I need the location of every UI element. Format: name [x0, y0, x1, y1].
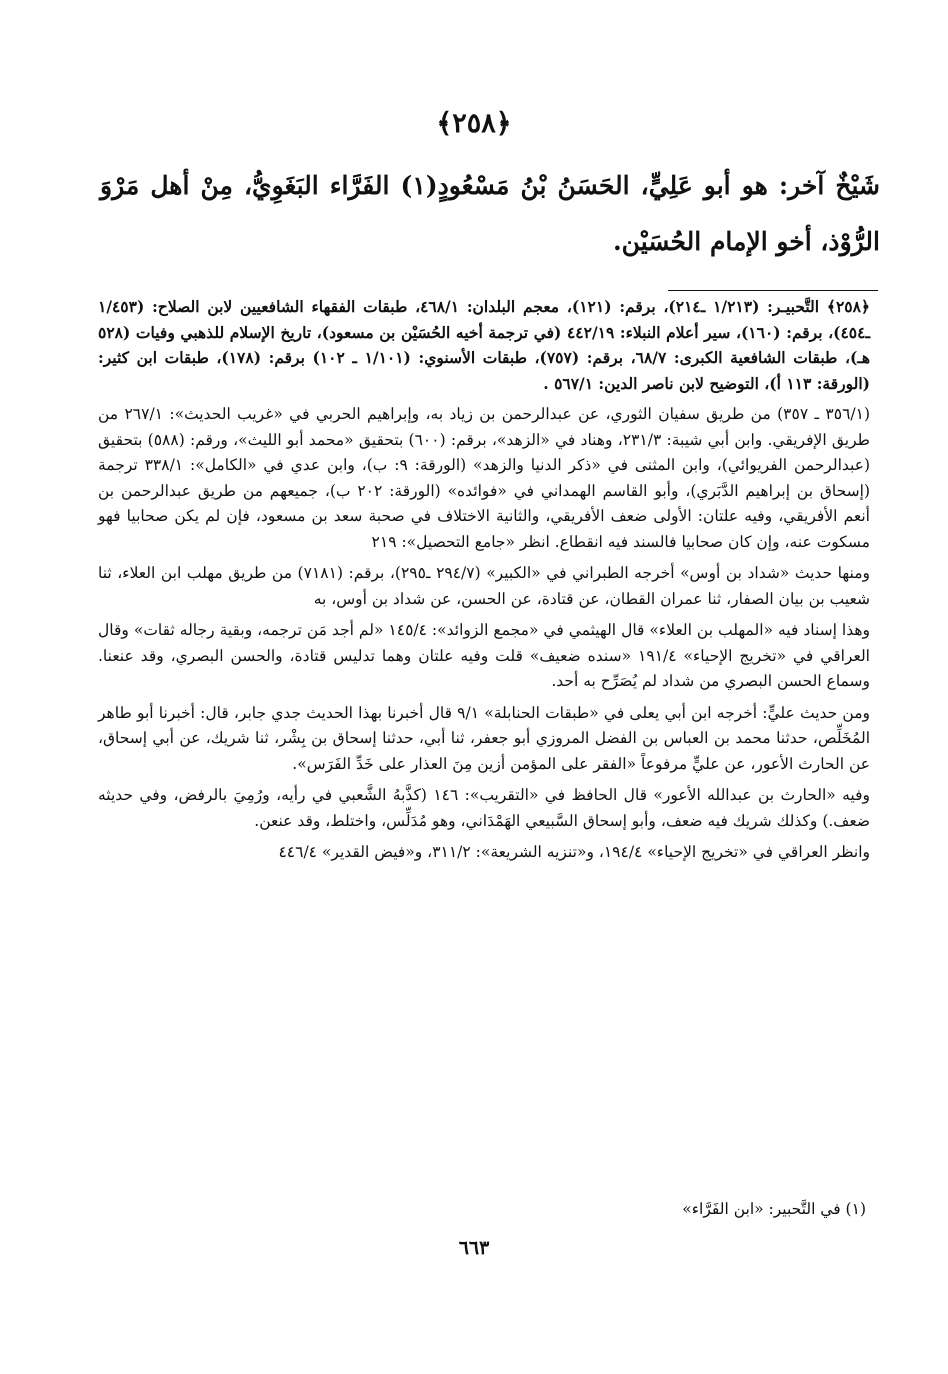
note-paragraph-ali-hadith: ومن حديث عليٍّ: أخرجه ابن أبي يعلى في «طبقات الحنابلة» ٩/١ قال أخبرنا بهذا الحديث جدي جابر، قال: أخبرنا أبو طاهر المُخَلِّص، حدثنا محمد بن العباس بن الفضل المروزي أبو جعفر، ثنا أبي، حدثنا إسحاق بن بِشْر، ثنا شريك، عن أبي إسحاق، عن الحارث الأعور، عن عليٍّ مرفوعاً «الفقر على المؤمن أزين مِنَ العذار على خَدِّ الفَرَس».: [98, 703, 870, 773]
entry-number: ﴿٢٥٨﴾: [436, 108, 512, 139]
note-paragraph-harith-criticism: وفيه «الحارث بن عبدالله الأعور» قال الحافظ في «التقريب»: ١٤٦ (كذَّبهُ الشَّعبي في رأيه، ورُمِيَ بالرفض، وفي حديثه ضعف.) وكذلك شريك فيه ضعف، وأبو إسحاق السَّبيعي الهَمْدَاني، وهو مُدَلِّس، واختلط، وقد عنعن.: [98, 786, 870, 830]
note-paragraph-sources: ﴿٢٥٨﴾ التَّحبيـر: (١/٢١٣ ـ٢١٤)، برقم: (١٢١)، معجم البلدان: ٤٦٨/١، طبقات الفقهاء الشافعيين لابن الصلاح: (١/٤٥٣ ـ٤٥٤)، برقم: (١٦٠)، سير أعلام النبلاء: ٤٤٢/١٩ (في ترجمة أخيه الحُسَيْن بن مسعود)، تاريخ الإسلام للذهبي وفيات (٥٢٨ هـ)، طبقات الشافعية الكبرى: ٦٨/٧، برقم: (٧٥٧)، طبقات الأسنوي: (١/١٠١ ـ ١٠٢) برقم: (١٧٨)، طبقات ابن كثير: (الورقة: ١١٣ أ)، التوضيح لابن ناصر الدين: ٥٦٧/١ .: [98, 297, 871, 393]
biography-entry-text: شَيْخٌ آخر: هو أبو عَلِيٍّ، الحَسَنُ بْنُ مَسْعُودٍ(١) الفَرَّاء البَغَوِيُّ، مِنْ أهل مَرْوَ الرُّوْذ، أخو الإمام الحُسَيْن.: [100, 171, 880, 256]
footnote: (١) في التَّحبير: «ابن الفَرَّاء»: [682, 1200, 866, 1218]
notes-section: [98, 294, 870, 872]
note-paragraph-shaddad-hadith: ومنها حديث «شداد بن أوس» أخرجه الطبراني في «الكبير» (٢٩٤/٧ ـ٢٩٥)، برقم: (٧١٨١) من طريق مهلب ابن العلاء، ثنا شعيب بن بيان الصفار، ثنا عمران القطان، عن قتادة، عن الحسن، عن شداد بن أوس، به: [98, 564, 871, 608]
note-paragraph-further-references: وانظر العراقي في «تخريج الإحياء» ١٩٤/٤، و«تنزيه الشريعة»: ٣١١/٢، و«فيض القدير» ٤٤٦/٤: [278, 843, 870, 861]
page-number: ٦٦٣: [458, 1237, 490, 1259]
footnote-divider: [668, 290, 878, 291]
note-paragraph-isnad-analysis: وهذا إسناد فيه «المهلب بن العلاء» قال الهيثمي في «مجمع الزوائد»: ١٤٥/٤ «لم أجد مَن ترجمه، وبقية رجاله ثقات» وقال العراقي في «تخريج الإحياء» ١٩١/٤ «سنده ضعيف» قلت وفيه علتان وهما تدليس قتادة، والحسن البصري، وقد عنعنا. وسماع الحسن البصري من شداد لم يُصَرِّح به أحد.: [98, 621, 870, 690]
note-paragraph-hadith-takhrij: (٣٥٦/١ ـ ٣٥٧) من طريق سفيان الثوري، عن عبدالرحمن بن زياد به، وإبراهيم الحربي في «غريب الحديث»: ٢٦٧/١ من طريق الإفريقي. وابن أبي شيبة: ٢٣١/٣، وهناد في «الزهد»، برقم: (٦٠٠) بتحقيق «محمد أبو الليث»، ورقم: (٥٨٨) بتحقيق (عبدالرحمن الفريوائي)، وابن المثنى في «ذكر الدنيا والزهد» (الورقة: ٩: ب)، وابن عدي في «الكامل»: ٣٣٨/١ ترجمة (إسحاق بن إبراهيم الدَّبَري)، وأبو القاسم الهمداني في «فوائده» (الورقة: ٢٠٢ ب)، جميعهم من طريق عبدالرحمن بن أنعم الأفريقي، وفيه علتان: الأولى ضعف الأفريقي، والثانية الاختلاف في صحبة سعد بن مسعود، فإن لم يكن صحابيا فهو مسكوت عنه، وإن كان صحابيا فالسند فيه انقطاع. انظر «جامع التحصيل»: ٢١٩: [98, 405, 871, 551]
